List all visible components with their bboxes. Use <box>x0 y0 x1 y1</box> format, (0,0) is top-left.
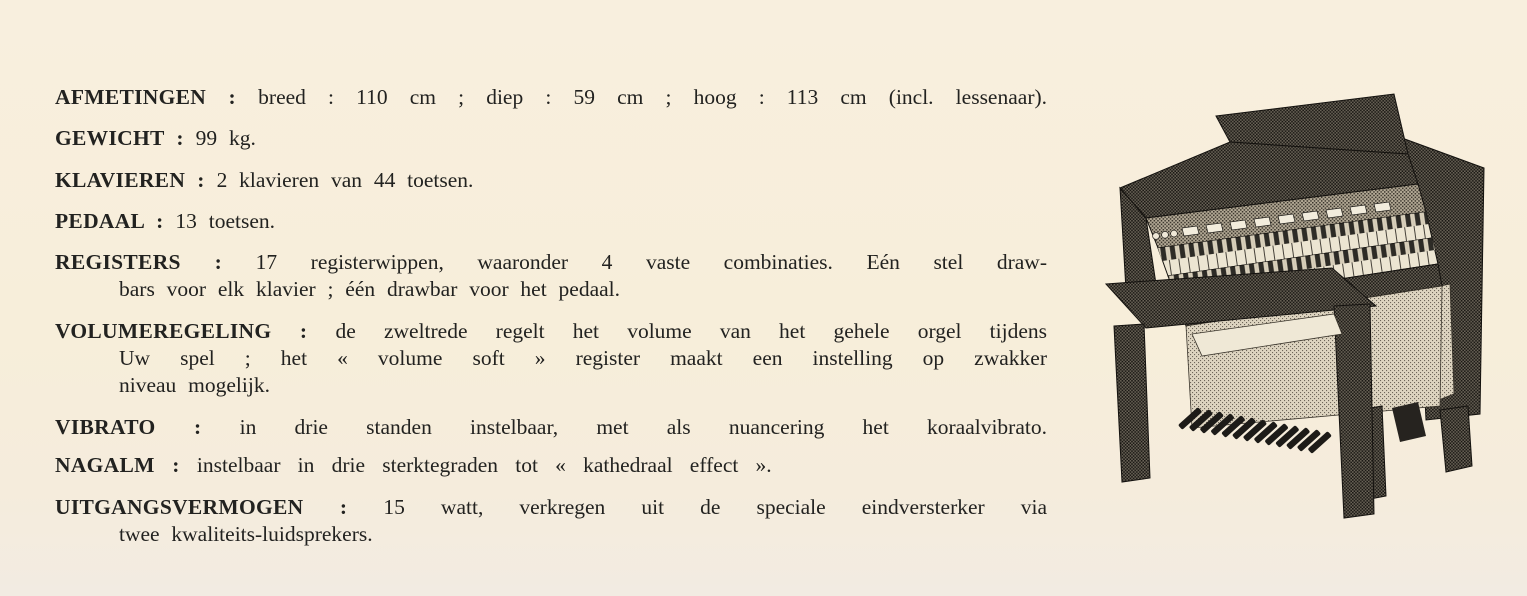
spec-value: 15 watt, verkregen uit de speciale eindversterker via <box>383 495 1048 519</box>
spec-line-klavieren <box>55 167 1047 194</box>
spec-value: twee kwaliteits-luidsprekers. <box>119 522 373 546</box>
spec-label: UITGANGSVERMOGEN : <box>55 495 348 519</box>
bench-right-leg <box>1334 304 1374 518</box>
organ-illustration <box>1096 76 1488 536</box>
specifications-text <box>55 84 1047 548</box>
spec-label: VOLUMEREGELING : <box>55 319 308 343</box>
spec-value: 17 registerwippen, waaronder 4 vaste combinaties. Eén stel draw- <box>255 250 1047 274</box>
spec-line-uitgangsvermogen <box>55 494 1047 521</box>
spec-value: breed : 110 cm ; diep : 59 cm ; hoog : 113 cm (incl. lessenaar). <box>258 85 1048 109</box>
organ-rear-right-leg <box>1440 406 1472 472</box>
spec-label: KLAVIEREN : <box>55 168 205 192</box>
spec-value: niveau mogelijk. <box>119 373 270 397</box>
spec-value: Uw spel ; het « volume soft » register maakt een instelling op zwakker <box>119 346 1047 370</box>
spec-line-registers-cont <box>55 276 1047 303</box>
spec-line-pedaal <box>55 208 1047 235</box>
spec-line-nagalm <box>55 452 1047 479</box>
spec-line-uitgangsvermogen-cont <box>55 521 1047 548</box>
spec-value: de zweltrede regelt het volume van het gehele orgel tijdens <box>335 319 1048 343</box>
spec-line-volumeregeling-cont1 <box>55 345 1047 372</box>
spec-value: in drie standen instelbaar, met als nuancering het koraalvibrato. <box>239 415 1047 439</box>
spec-label: VIBRATO : <box>55 415 202 439</box>
spec-value: 99 kg. <box>195 126 256 150</box>
spec-line-volumeregeling <box>55 318 1047 345</box>
spec-value: 2 klavieren van 44 toetsen. <box>216 168 474 192</box>
spec-line-gewicht <box>55 125 1047 152</box>
spec-value: bars voor elk klavier ; één drawbar voor het pedaal. <box>119 277 621 301</box>
spec-line-registers <box>55 249 1047 276</box>
spec-label: AFMETINGEN : <box>55 85 237 109</box>
spec-label: NAGALM : <box>55 453 180 477</box>
spec-label: REGISTERS : <box>55 250 223 274</box>
spec-line-afmetingen <box>55 84 1047 111</box>
spec-label: PEDAAL : <box>55 209 164 233</box>
spec-line-volumeregeling-cont2 <box>55 372 1047 399</box>
spec-value: 13 toetsen. <box>175 209 276 233</box>
spec-label: GEWICHT : <box>55 126 184 150</box>
bench-left-leg <box>1114 324 1150 482</box>
spec-line-vibrato <box>55 414 1047 441</box>
spec-value: instelbaar in drie sterktegraden tot « kathedraal effect ». <box>196 453 772 477</box>
